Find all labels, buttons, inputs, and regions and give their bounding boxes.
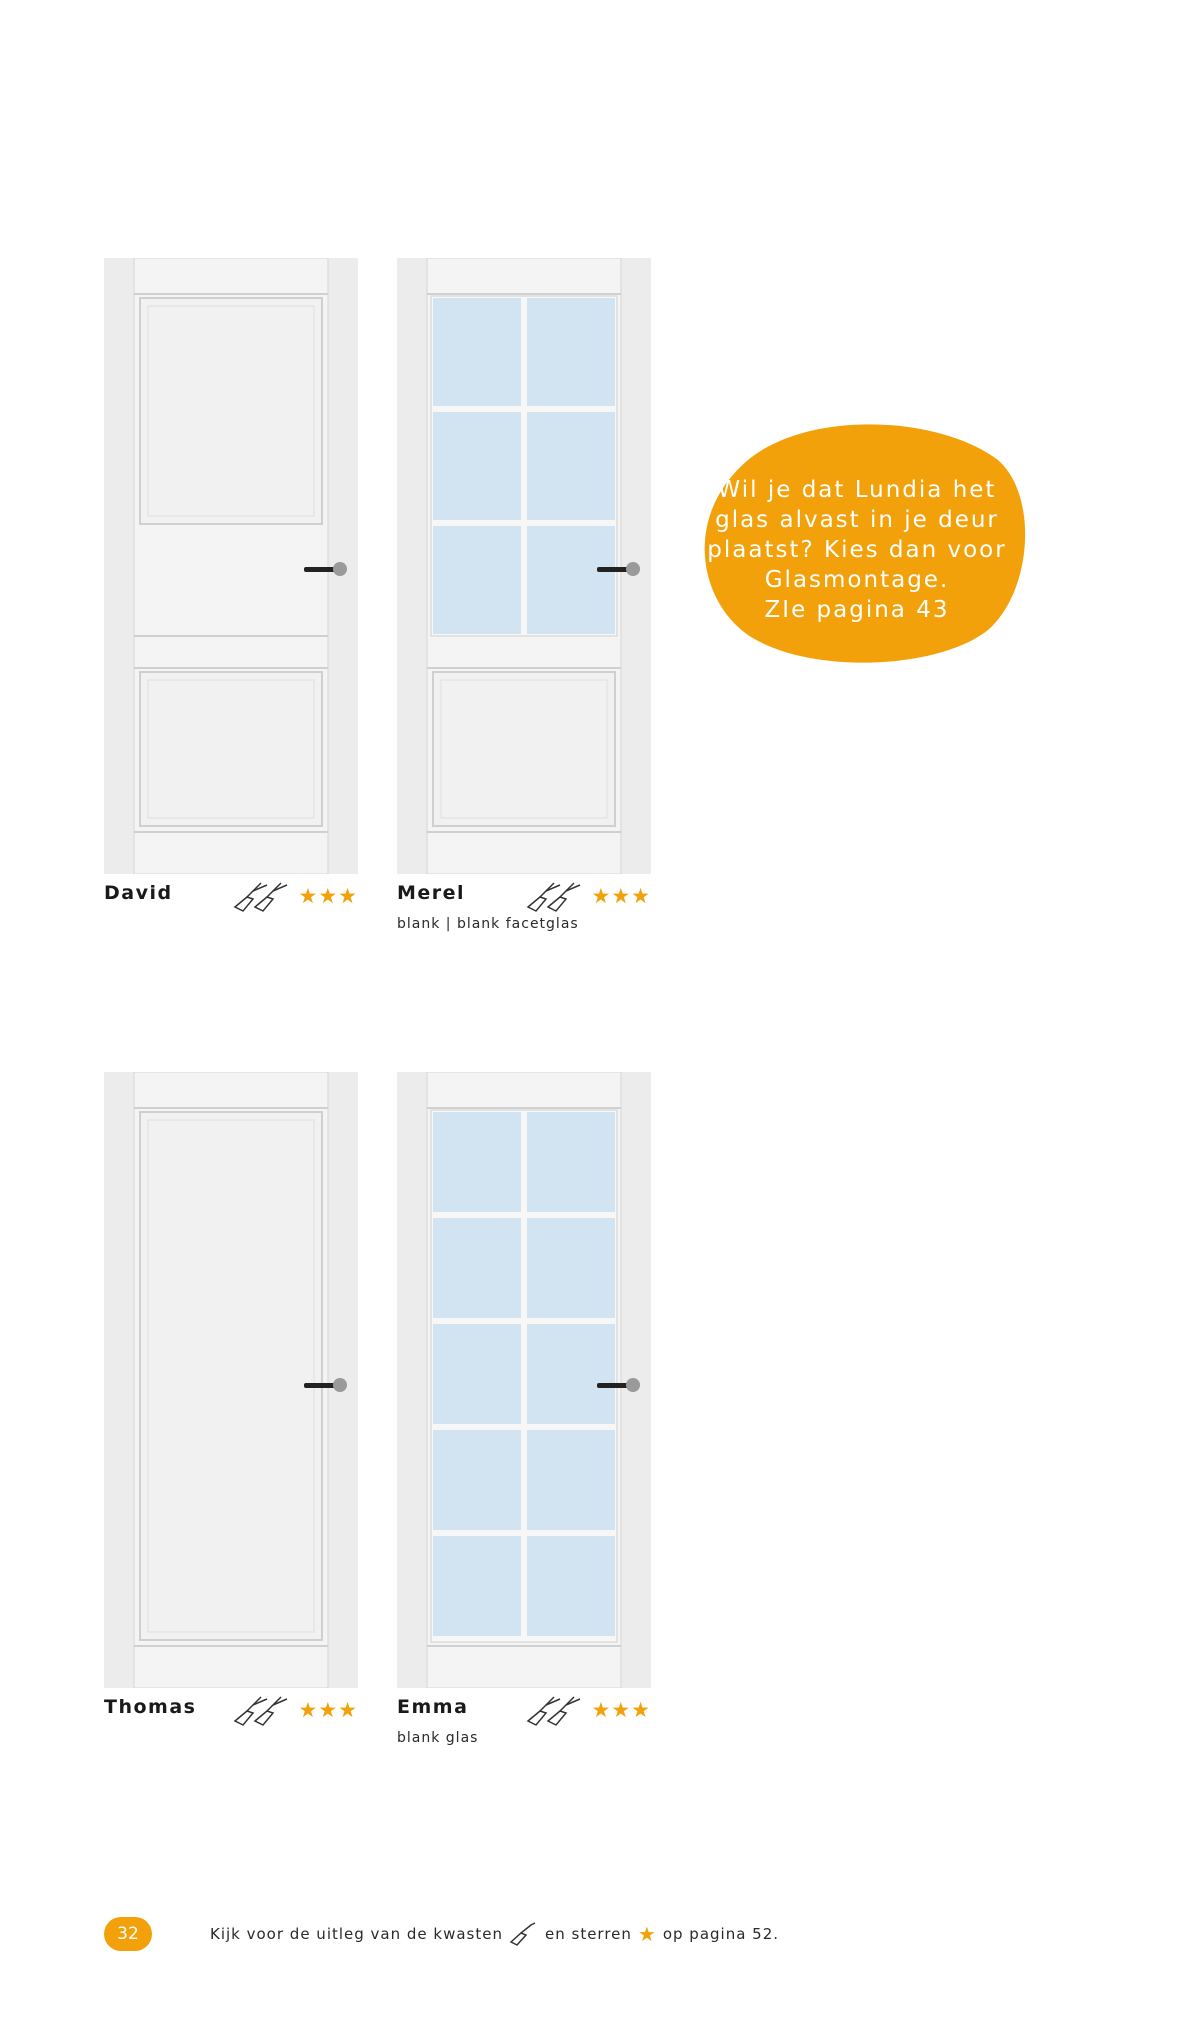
star-rating: ★★★ (591, 1698, 651, 1722)
star-rating: ★★★ (298, 884, 358, 908)
star-rating: ★★★ (298, 1698, 358, 1722)
rating (233, 878, 358, 914)
door-card-thomas[interactable] (104, 1072, 358, 1722)
door-image-emma (397, 1072, 651, 1688)
rating (526, 1692, 651, 1728)
door-name: Merel (397, 882, 466, 904)
door-card-emma[interactable] (397, 1072, 651, 1746)
door-card-david[interactable] (104, 258, 358, 908)
brush-icon (233, 879, 295, 913)
door-image-merel (397, 258, 651, 874)
door-name: Emma (397, 1696, 469, 1718)
door-name: David (104, 882, 173, 904)
brush-icon (233, 1693, 295, 1727)
star-rating: ★★★ (591, 884, 651, 908)
door-image-thomas (104, 1072, 358, 1688)
callout-text: Wil je dat Lundia het glas alvast in je deur plaatst? Kies dan voor Glasmontage. ZIe pagina 43 (707, 477, 1007, 623)
door-image-david (104, 258, 358, 874)
door-name: Thomas (104, 1696, 197, 1718)
rating (526, 878, 651, 914)
brush-icon (526, 1693, 588, 1727)
footnote-text-2: en sterren (545, 1925, 632, 1943)
door-subtitle: blank glas (397, 1730, 479, 1746)
star-icon: ★ (637, 1922, 657, 1946)
page-number: 32 (104, 1917, 152, 1951)
brush-icon (509, 1922, 539, 1946)
rating (233, 1692, 358, 1728)
footnote-text-3: op pagina 52. (662, 1925, 780, 1943)
door-card-merel[interactable] (397, 258, 651, 932)
door-subtitle: blank | blank facetglas (397, 916, 579, 932)
brush-icon (526, 879, 588, 913)
footnote (210, 1922, 779, 1946)
footnote-text-1: Kijk voor de uitleg van de kwasten (210, 1925, 503, 1943)
